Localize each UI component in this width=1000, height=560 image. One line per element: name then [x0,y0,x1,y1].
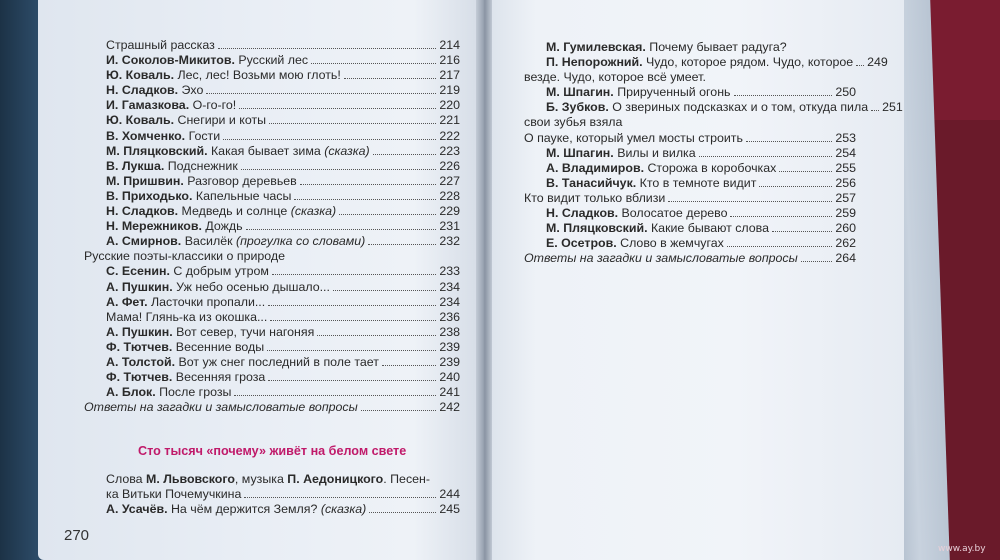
list-item [84,159,460,174]
leader-dots [369,512,436,513]
list-item [524,85,856,100]
leader-dots [269,123,436,124]
entry-title: Волосатое дерево [618,206,728,221]
entry-title: Дождь [201,219,243,234]
entry-title: Слово в жемчугах [616,236,724,251]
leader-dots [268,305,436,306]
entry-title: О-го-го! [189,98,237,113]
entry-page: 222 [439,128,460,143]
leader-dots [856,65,864,66]
entry-title: О звериных подсказках и о том, откуда пила [608,100,869,115]
entry-title: Почему бывает радуга? [645,40,787,54]
leader-dots [772,231,832,232]
list-item [84,38,460,53]
entry-page: 255 [835,160,856,175]
entry-title: Гости [185,128,221,143]
entry-page: 233 [439,264,460,279]
entry-page: 234 [439,279,460,294]
list-item [524,131,856,146]
list-item [524,221,856,236]
entry-author: В. Хомченко. [106,128,186,143]
list-item [84,310,460,325]
entry-title: Уж небо осенью дышало... [172,279,330,294]
list-item [84,295,460,310]
entry-title: Весенние воды [172,339,265,354]
list-item [84,340,460,355]
leader-dots [272,274,436,275]
entry-title: Мама! Глянь-ка из окошка... [106,309,268,324]
leader-dots [270,320,436,321]
entry-title: Кто в темноте видит [636,175,757,190]
leader-dots [734,95,833,96]
section-title: Сто тысяч «почему» живёт на белом свете [138,444,407,458]
entry-note: Ответы на загадки и замысловатые вопросы [524,251,798,266]
list-item [524,176,856,191]
leader-dots [344,78,436,79]
leader-dots [699,156,833,157]
entry-author: Б. Зубков. [546,100,609,115]
leader-dots [234,395,436,396]
entry-page: 250 [835,85,856,100]
entry-title: Прирученный огонь [613,85,731,100]
list-item [84,264,460,279]
list-item [84,370,460,385]
entry-author: И. Гамазкова. [106,98,190,113]
entry-page: 232 [439,234,460,249]
leader-dots [779,171,832,172]
list-item [524,146,856,161]
entry-page: 231 [439,219,460,234]
right-page [486,0,904,560]
table-of-contents-left [84,38,460,415]
leader-dots [668,201,832,202]
list-item [524,161,856,176]
entry-author: М. Пляцковский. [106,143,208,158]
list-item [84,98,460,113]
leader-dots [801,261,833,262]
entry-page: 239 [439,354,460,369]
leader-dots [246,229,437,230]
list-item [84,355,460,370]
entry-author: М. Шпагин. [546,85,614,100]
entry-title: Сторожа в коробочках [644,160,777,175]
entry-author: А. Толстой. [106,354,176,369]
leader-dots [317,335,436,336]
entry-title: Какие бывают слова [647,221,770,236]
entry-title: Разговор деревьев [183,173,297,188]
entry-title: Вилы и вилка [613,145,696,160]
entry-author: А. Владимиров. [546,160,645,175]
entry-page: 242 [439,400,460,415]
section-entries [84,472,460,517]
entry-author: Ф. Тютчев. [106,339,173,354]
entry-title: Медведь и солнце [178,204,291,219]
entry-author: Н. Сладков. [546,206,619,221]
entry-author: В. Танасийчук. [546,175,637,190]
entry-title: Ласточки пропали... [147,294,266,309]
entry-page: 256 [835,175,856,190]
leader-dots [759,186,832,187]
entry-page: 214 [439,38,460,52]
leader-dots [746,141,832,142]
leader-dots [361,410,437,411]
leader-dots [206,93,436,94]
entry-author: Ю. Коваль. [106,113,175,128]
list-item [84,83,460,98]
entry-title: Кто видит только вблизи [524,190,666,205]
leader-dots [730,216,832,217]
list-item [84,113,460,128]
entry-note: Ответы на загадки и замысловатые вопросы [84,400,358,415]
list-item: Слова М. Львовского , музыка П. Аедоницкого . Песен- ка Витьки Почемучкина 244 [106,472,460,502]
entry-page: 227 [439,173,460,188]
entry-author: Ф. Тютчев. [106,370,173,385]
leader-dots [218,48,437,49]
list-item: А. Усачёв. На чём держится Земля? (сказка) 245 [106,502,460,517]
entry-title: С добрым утром [169,264,269,279]
entry-title: Русский лес [234,53,309,68]
book-gutter [476,0,492,560]
entry-page: 228 [439,188,460,203]
entry-title: Вот север, тучи нагоняя [172,324,315,339]
list-item [84,53,460,68]
list-item [84,249,460,264]
entry-title: Подснежник [164,158,238,173]
entry-author: С. Есенин. [106,264,170,279]
entry-title: Василёк [181,234,236,249]
leader-dots [727,246,833,247]
entry-author: П. Непорожний. [546,55,643,70]
entry-page: 226 [439,158,460,173]
leader-dots [382,365,436,366]
list-item [84,400,460,415]
entry-page: 260 [835,221,856,236]
list-item [524,191,856,206]
entry-page: 216 [439,53,460,68]
entry-author: М. Шпагин. [546,145,614,160]
leader-dots [267,350,436,351]
list-item [84,129,460,144]
leader-dots [333,290,436,291]
entry-title: Снегири и коты [174,113,267,128]
list-item [524,236,856,251]
entry-title: О пауке, который умел мосты строить [524,130,743,145]
entry-page: 239 [439,339,460,354]
entry-page: 262 [835,236,856,251]
entry-author: М. Пришвин. [106,173,184,188]
leader-dots [223,139,436,140]
leader-dots [871,110,879,111]
entry-author: А. Пушкин. [106,279,173,294]
leader-dots [241,169,437,170]
entry-page: 217 [439,68,460,83]
list-item [84,68,460,83]
entry-title: везде. Чудо, которое всё умеет. [524,70,706,85]
entry-page: 221 [439,113,460,128]
list-item [84,204,460,219]
entry-author: В. Лукша. [106,158,165,173]
leader-dots [244,497,436,498]
entry-author: И. Соколов-Микитов. [106,53,235,68]
entry-page: 257 [835,190,856,205]
leader-dots [294,199,436,200]
entry-author: А. Блок. [106,385,156,400]
leader-dots [311,63,436,64]
entry-title: После грозы [155,385,232,400]
entry-title: Лес, лес! Возьми мою глоть! [174,68,341,83]
entry-title: Чудо, которое рядом. Чудо, которое [642,55,854,70]
left-page [38,0,480,560]
entry-author: В. Приходько. [106,188,193,203]
entry-author: Н. Сладков. [106,83,179,98]
list-item [84,385,460,400]
entry-page: 220 [439,98,460,113]
entry-author: М. Пляцковский. [546,221,648,236]
list-item [524,251,856,266]
entry-title: Какая бывает зима [207,143,325,158]
list-item [84,144,460,159]
list-item [84,234,460,249]
table-of-contents-right [524,40,903,266]
page-number: 270 [64,527,90,544]
entry-author: М. Гумилевская. [546,40,646,54]
entry-author: А. Смирнов. [106,234,182,249]
list-item [524,40,856,55]
entry-author: Н. Мережников. [106,219,202,234]
list-item [524,70,856,85]
entry-author: Е. Осетров. [546,236,617,251]
entry-author: А. Фет. [106,294,148,309]
entry-page: 264 [835,251,856,266]
watermark: www.ay.by [938,544,986,554]
leader-dots [268,380,436,381]
entry-title: Вот уж снег последний в поле тает [175,354,379,369]
leader-dots [373,154,437,155]
leader-dots [368,244,436,245]
list-item [84,189,460,204]
entry-title: свои зубья взяла [524,115,623,130]
entry-title: Страшный рассказ [106,38,215,52]
entry-title: Эхо [178,83,204,98]
entry-page: 219 [439,83,460,98]
entry-page: 240 [439,370,460,385]
list-item [524,55,888,70]
list-item [84,219,460,234]
list-item [84,325,460,340]
entry-page: 249 [867,55,888,70]
entry-author: Ю. Коваль. [106,68,175,83]
entry-page: 259 [835,206,856,221]
list-item [524,206,856,221]
list-item [84,174,460,189]
list-item [524,100,903,115]
entry-page: 236 [439,309,460,324]
entry-note: (сказка) [324,143,370,158]
list-item [84,280,460,295]
leader-dots [339,214,436,215]
entry-page: 254 [835,145,856,160]
entry-page: 223 [439,143,460,158]
entry-page: 229 [439,204,460,219]
entry-page: 253 [835,130,856,145]
leader-dots [300,184,437,185]
entry-title: Капельные часы [192,188,292,203]
entry-author: А. Пушкин. [106,324,173,339]
entry-title: Русские поэты-классики о природе [84,249,286,264]
leader-dots [239,108,436,109]
entry-page: 251 [882,100,903,115]
entry-author: Н. Сладков. [106,204,179,219]
entry-title: Весенняя гроза [172,370,266,385]
entry-page: 234 [439,294,460,309]
entry-page: 238 [439,324,460,339]
list-item [524,115,856,130]
entry-page: 241 [439,385,460,400]
entry-note: (сказка) [290,204,337,219]
entry-note: (прогулка со словами) [235,234,366,249]
